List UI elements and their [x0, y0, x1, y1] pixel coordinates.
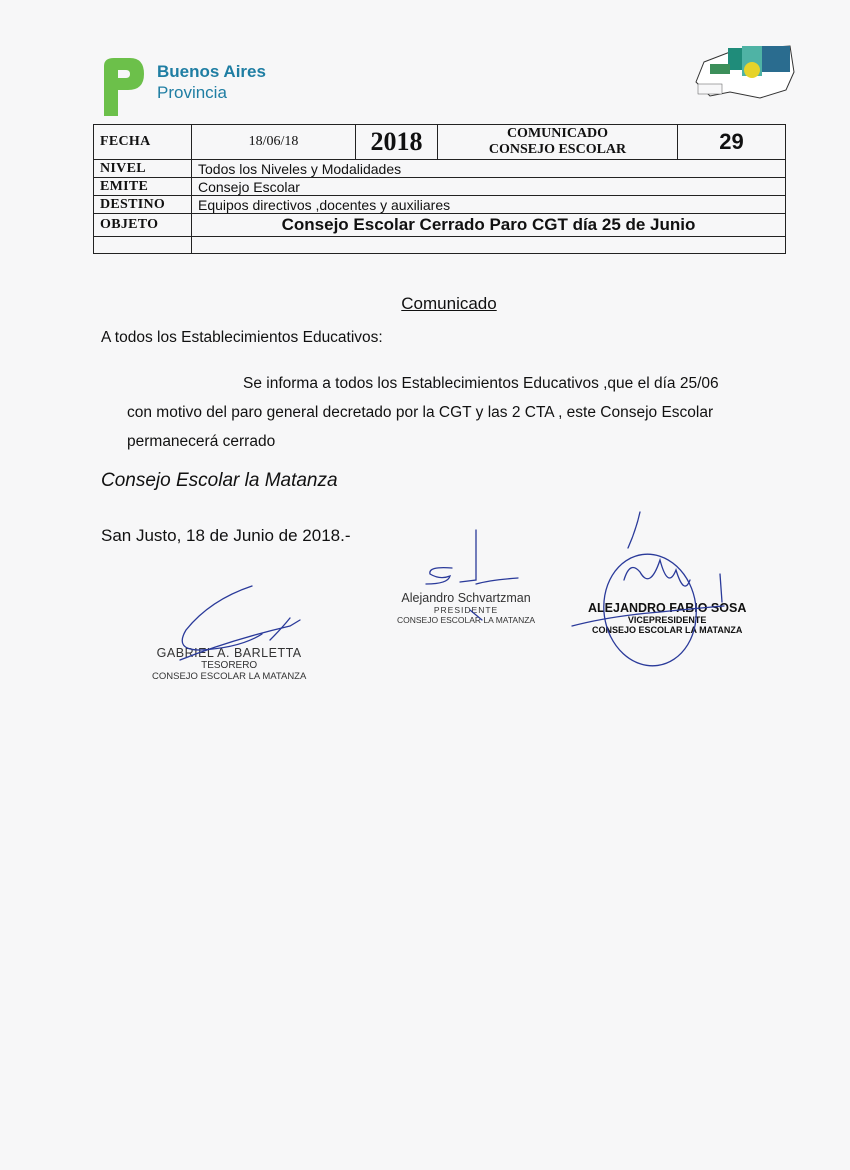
- signature-stamp-treasurer: [152, 646, 306, 682]
- logo-title: Buenos Aires: [157, 62, 266, 81]
- emite-value: Consejo Escolar: [192, 178, 786, 196]
- signer-name: GABRIEL A. BARLETTA: [156, 646, 302, 660]
- place-date: San Justo, 18 de Junio de 2018.-: [101, 526, 351, 545]
- fecha-label: FECHA: [94, 125, 192, 160]
- nivel-value: Todos los Niveles y Modalidades: [192, 160, 786, 178]
- table-row: [94, 125, 786, 160]
- table-row: [94, 214, 786, 237]
- signature-stamp-vicepresident: [588, 601, 746, 635]
- map-seal-icon: [690, 42, 798, 108]
- province-logo-icon: [100, 56, 146, 118]
- empty-cell: [192, 237, 786, 254]
- fecha-value: 18/06/18: [192, 125, 356, 160]
- header-info-table: [93, 124, 786, 254]
- objeto-value: Consejo Escolar Cerrado Paro CGT día 25 de Junio: [192, 214, 786, 237]
- greeting: A todos los Establecimientos Educativos:: [101, 329, 383, 346]
- issuer-name: Consejo Escolar la Matanza: [101, 470, 338, 491]
- comunicado-heading: [438, 125, 678, 160]
- paragraph-text: Se informa a todos los Establecimientos Educativos ,que el día 25/06: [243, 375, 719, 392]
- emite-label: EMITE: [94, 178, 192, 196]
- paragraph-line: permanecerá cerrado: [127, 433, 276, 450]
- table-row: [94, 196, 786, 214]
- signature-stamp-president: [397, 591, 535, 625]
- body-paragraph: [127, 369, 777, 456]
- comunicado-line1: COMUNICADO: [506, 126, 609, 141]
- paragraph-line: con motivo del paro general decretado por la CGT y las 2 CTA , este Consejo Escolar: [127, 404, 714, 421]
- destino-value: Equipos directivos ,docentes y auxiliares: [192, 196, 786, 214]
- logo-subtitle: Provincia: [157, 83, 227, 102]
- signer-org: CONSEJO ESCOLAR LA MATANZA: [592, 625, 743, 635]
- signer-name: ALEJANDRO FABIO SOSA: [588, 601, 747, 615]
- empty-cell: [94, 237, 192, 254]
- table-row: [94, 237, 786, 254]
- signer-role: PRESIDENTE: [433, 605, 499, 615]
- signer-org: CONSEJO ESCOLAR LA MATANZA: [397, 615, 536, 625]
- nivel-label: NIVEL: [94, 160, 192, 178]
- objeto-label: OBJETO: [94, 214, 192, 237]
- signer-org: CONSEJO ESCOLAR LA MATANZA: [152, 671, 307, 682]
- signer-role: TESORERO: [201, 660, 258, 671]
- year-value: 2018: [356, 125, 438, 160]
- table-row: [94, 178, 786, 196]
- comunicado-line2: CONSEJO ESCOLAR: [488, 142, 627, 157]
- document-title: Comunicado: [401, 294, 497, 313]
- document-title-wrap: [0, 294, 850, 314]
- signer-role: VICEPRESIDENTE: [627, 615, 707, 625]
- table-row: [94, 160, 786, 178]
- comunicado-number: 29: [678, 125, 786, 160]
- destino-label: DESTINO: [94, 196, 192, 214]
- paragraph-line: [127, 369, 777, 398]
- signer-name: Alejandro Schvartzman: [401, 591, 531, 605]
